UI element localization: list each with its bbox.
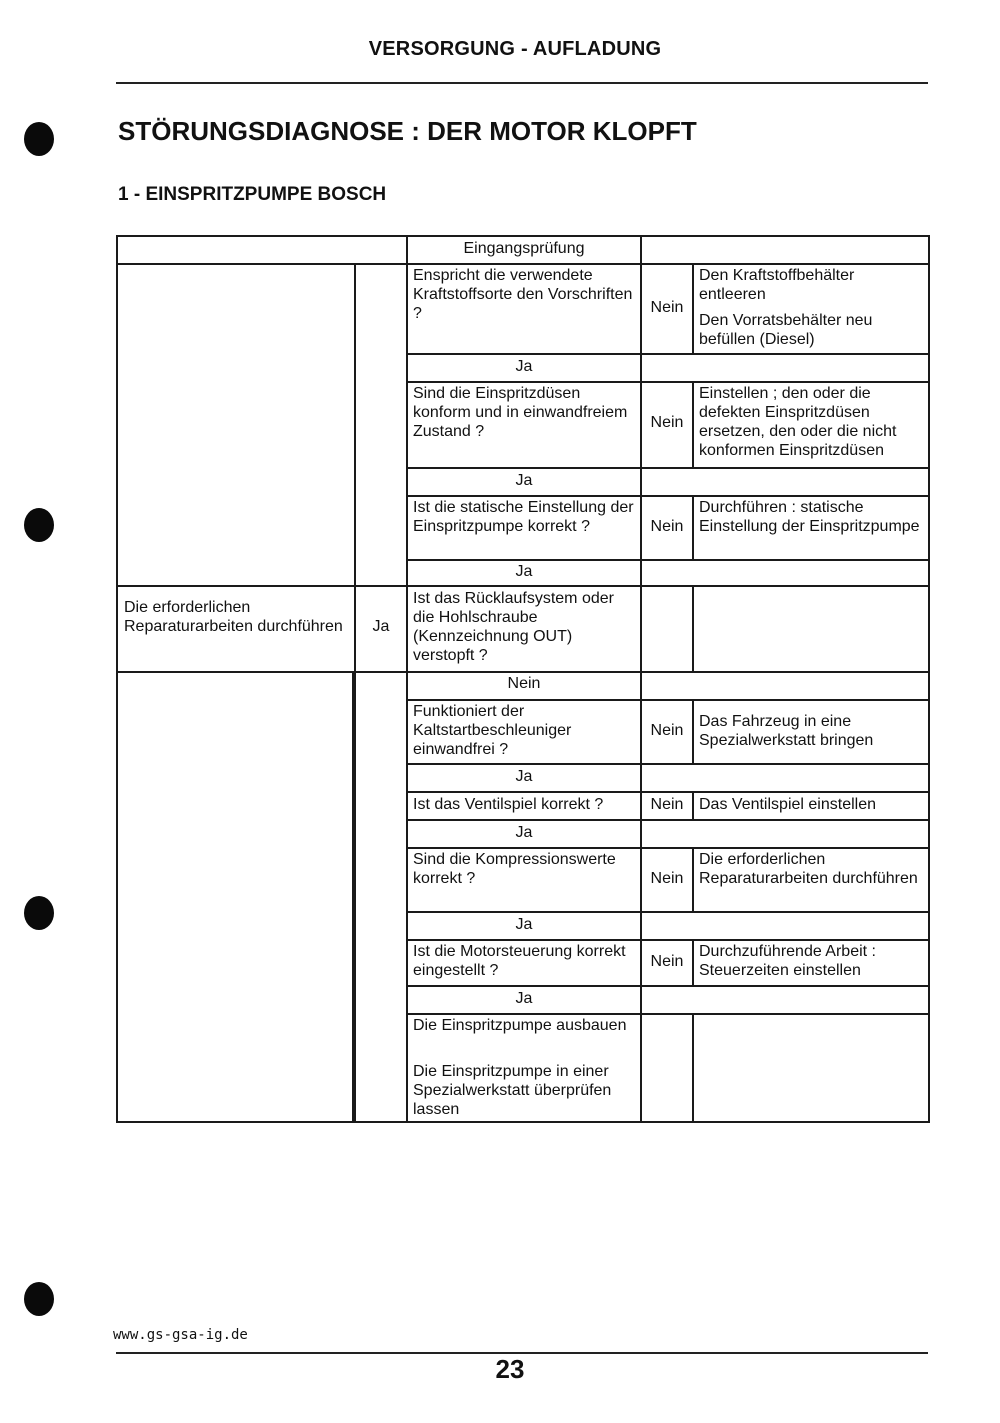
action-text: Das Ventilspiel einstellen: [699, 796, 876, 813]
action-text: Die erforderlichen Reparaturarbeiten durchführen: [699, 851, 918, 887]
action-text: Durchzuführende Arbeit : Steuerzeiten einstellen: [699, 943, 876, 979]
left-column-lower: [116, 671, 356, 1123]
footer-url: www.gs-gsa-ig.de: [113, 1327, 248, 1343]
left-connector-upper: [354, 263, 408, 587]
header-divider: [116, 82, 928, 84]
start-label: Eingangsprüfung: [463, 240, 585, 257]
section-header: VERSORGUNG - AUFLADUNG: [368, 38, 662, 60]
left-column-upper: [116, 263, 356, 587]
yes-label: Ja: [515, 990, 533, 1007]
punch-hole: [24, 896, 54, 930]
left-action-text: Die erforderlichen Reparaturarbeiten durchführen: [124, 599, 343, 635]
yes-label: Ja: [515, 358, 533, 375]
yes-spacer: [640, 911, 930, 941]
action-text: Das Fahrzeug in eine Spezialwerkstatt bringen: [699, 713, 874, 749]
action-text: Den Kraftstoffbehälter entleeren: [699, 267, 855, 303]
punch-hole: [24, 508, 54, 542]
page-title: STÖRUNGSDIAGNOSE : DER MOTOR KLOPFT: [118, 116, 697, 146]
yes-spacer: [640, 467, 930, 497]
no-box: [640, 585, 694, 673]
action-text: Durchführen : statische Einstellung der Einspritzpumpe: [699, 499, 920, 535]
flow-frame-left: [116, 235, 408, 265]
question-text: Sind die Einspritzdüsen konform und in einwandfreiem Zustand ?: [413, 385, 628, 440]
question-text: Ist die Motorsteuerung korrekt eingestellt ?: [413, 943, 626, 979]
yes-spacer: [640, 819, 930, 849]
yes-spacer: [640, 353, 930, 383]
action-box: [692, 585, 930, 673]
down-label: Nein: [507, 675, 541, 692]
yes-label: Ja: [515, 563, 533, 580]
action-text: Einstellen ; den oder die defekten Einspritzdüsen ersetzen, den oder die nicht konformen Einspritzdüsen: [699, 385, 897, 459]
page-number: 23: [495, 1354, 525, 1384]
yes-label: Ja: [515, 768, 533, 785]
question-text: Sind die Kompressionswerte korrekt ?: [413, 851, 616, 887]
yes-spacer: [640, 559, 930, 587]
final-text-2: Die Einspritzpumpe in einer Spezialwerkstatt überprüfen lassen: [413, 1063, 612, 1118]
no-label: Nein: [650, 953, 684, 970]
flow-frame-right: [640, 235, 930, 265]
no-label: Nein: [650, 299, 684, 316]
no-label: Nein: [650, 796, 684, 813]
no-label: Nein: [650, 722, 684, 739]
question-text: Enspricht die verwendete Kraftstoffsorte den Vorschriften ?: [413, 267, 633, 322]
yes-label: Ja: [515, 824, 533, 841]
left-connector-lower: [352, 671, 408, 1123]
yes-spacer: [640, 985, 930, 1015]
left-answer-label: Ja: [372, 618, 390, 635]
no-label: Nein: [650, 518, 684, 535]
question-text: Ist das Rücklaufsystem oder die Hohlschraube (Kennzeichnung OUT) verstopft ?: [413, 590, 614, 664]
no-label: Nein: [650, 870, 684, 887]
final-empty-action: [692, 1013, 930, 1123]
section-subtitle: 1 - EINSPRITZPUMPE BOSCH: [118, 184, 387, 205]
question-text: Ist das Ventilspiel korrekt ?: [413, 796, 604, 813]
yes-label: Ja: [515, 916, 533, 933]
final-text-1: Die Einspritzpumpe ausbauen: [413, 1017, 627, 1034]
no-label: Nein: [650, 414, 684, 431]
punch-hole: [24, 1282, 54, 1316]
final-empty-no: [640, 1013, 694, 1123]
punch-hole: [24, 122, 54, 156]
yes-label: Ja: [515, 472, 533, 489]
yes-spacer: [640, 763, 930, 793]
down-spacer: [640, 671, 930, 701]
question-text: Ist die statische Einstellung der Einspritzpumpe korrekt ?: [413, 499, 634, 535]
question-text: Funktioniert der Kaltstartbeschleuniger einwandfrei ?: [413, 703, 572, 758]
action-text-2: Den Vorratsbehälter neu befüllen (Diesel): [699, 312, 873, 348]
